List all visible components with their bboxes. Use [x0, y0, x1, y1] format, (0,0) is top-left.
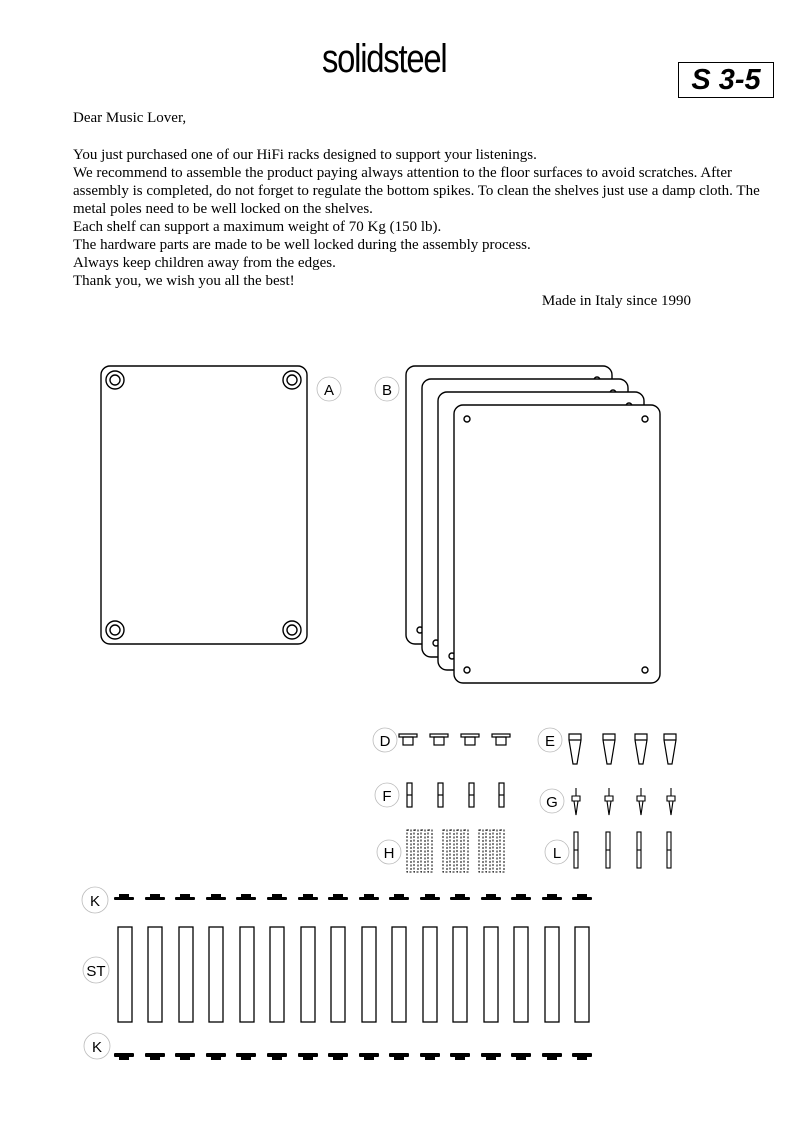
label-k-bottom: [84, 1033, 110, 1059]
svg-text:F: F: [382, 788, 392, 805]
letter-line: We recommend to assemble the product paying always attention to the floor surfaces to avoid scratches. After assembly is completed, do not forget to regulate the bottom spikes. To clean the shelves just use a damp cloth. The metal poles need to be well locked on the shelves.: [73, 165, 760, 217]
label-a: [317, 377, 341, 401]
svg-text:H: H: [383, 845, 395, 862]
svg-text:G: G: [546, 794, 558, 811]
label-st: [83, 957, 109, 983]
label-l: [545, 840, 569, 864]
letter-line: You just purchased one of our HiFi racks designed to support your listenings.: [73, 147, 537, 163]
part-g-spikes: [572, 788, 675, 815]
part-k-top-row: [114, 894, 592, 900]
svg-text:E: E: [544, 733, 556, 750]
part-h-rods: [407, 830, 504, 872]
svg-text:B: B: [381, 382, 393, 399]
label-g: [540, 789, 564, 813]
label-k-top: [82, 887, 108, 913]
letter-greeting: Dear Music Lover,: [73, 110, 187, 126]
model-code: S 3-5: [678, 62, 774, 98]
label-d: [373, 728, 397, 752]
label-e: [538, 728, 562, 752]
part-e-cones: [569, 734, 676, 764]
part-l-bolts: [574, 832, 671, 868]
letter-line: Each shelf can support a maximum weight of 70 Kg (150 lb).: [73, 219, 442, 235]
letter-signoff: Made in Italy since 1990: [541, 293, 691, 309]
svg-text:A: A: [323, 382, 335, 399]
svg-text:K: K: [91, 1039, 103, 1056]
label-b: [375, 377, 399, 401]
svg-text:L: L: [552, 845, 562, 862]
part-st-tubes: [118, 927, 589, 1022]
svg-text:ST: ST: [86, 963, 106, 980]
letter-line: The hardware parts are made to be well locked during the assembly process.: [73, 237, 531, 253]
letter-line: Thank you, we wish you all the best!: [73, 273, 295, 289]
part-k-bottom-row: [114, 1053, 592, 1060]
part-d-caps: [399, 734, 510, 745]
part-f-bolts: [407, 783, 504, 807]
letter-line: Always keep children away from the edges.: [73, 255, 336, 271]
part-a-shelf: [101, 366, 307, 644]
part-b-shelves: [406, 366, 660, 683]
label-f: [375, 783, 399, 807]
svg-text:K: K: [89, 893, 101, 910]
svg-text:D: D: [379, 733, 391, 750]
label-h: [377, 840, 401, 864]
brand-logo: solidsteel: [322, 37, 447, 81]
